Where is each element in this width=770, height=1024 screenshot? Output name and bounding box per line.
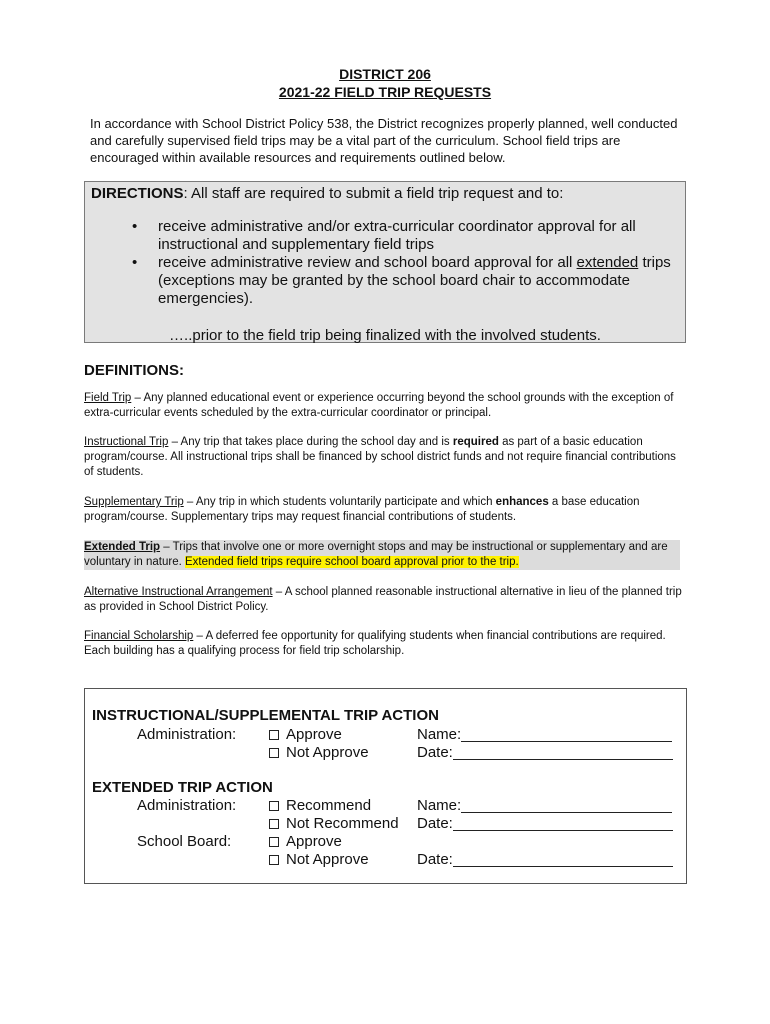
definition-text: – Any trip that takes place during the school day and is xyxy=(168,436,453,448)
date-field[interactable] xyxy=(417,744,673,762)
definition-text: – A deferred fee opportunity for qualifying students when financial contributions are required. Each building has a qualifying process for field trip scholarship. xyxy=(84,630,666,657)
definition-instructional-trip xyxy=(84,435,684,480)
definition-extended-trip xyxy=(84,540,680,570)
trip-action-box xyxy=(84,688,687,884)
approve-option[interactable] xyxy=(269,833,342,851)
definition-bold: required xyxy=(452,436,499,448)
option-label: Not Recommend xyxy=(286,815,399,832)
highlighted-requirement: Extended field trips require school board approval prior to the trip. xyxy=(185,556,519,568)
definition-text-end: a base education program/course. Supplementary trips may request financial contributions of students. xyxy=(84,496,640,523)
name-label: Name: xyxy=(417,726,462,743)
checkbox[interactable] xyxy=(269,801,279,811)
school-board-label: School Board: xyxy=(137,833,232,850)
name-line[interactable] xyxy=(461,798,672,813)
approve-option[interactable] xyxy=(269,726,342,744)
checkbox[interactable] xyxy=(269,855,279,865)
directions-label: DIRECTIONS xyxy=(91,185,184,202)
date-label: Date: xyxy=(417,851,453,868)
name-label: Name: xyxy=(417,797,462,814)
definition-text-end: as part of a basic education program/course. All instructional trips shall be financed by school district funds and not require financial contributions of students. xyxy=(84,436,676,478)
definition-alternative-arrangement xyxy=(84,585,684,615)
definition-term: Field Trip xyxy=(84,392,132,404)
directions-heading xyxy=(91,185,563,203)
directions-item-text: receive administrative and/or extra-curricular coordinator approval for all instructional and supplementary field trips xyxy=(158,218,636,253)
definition-bold: enhances xyxy=(495,496,549,508)
definitions-heading: DEFINITIONS: xyxy=(84,362,184,379)
directions-item xyxy=(85,254,680,308)
administration-label: Administration: xyxy=(137,797,237,814)
definition-term: Supplementary Trip xyxy=(84,496,184,508)
name-line[interactable] xyxy=(461,727,672,742)
definition-term: Alternative Instructional Arrangement xyxy=(84,586,273,598)
administration-label: Administration: xyxy=(137,726,237,743)
directions-item-text: receive administrative review and school board approval for all xyxy=(158,254,577,271)
extended-underlined: extended xyxy=(576,254,639,271)
definition-text: – A school planned reasonable instructional alternative in lieu of the planned trip as provided in School District Policy. xyxy=(84,586,682,613)
option-label: Not Approve xyxy=(286,744,369,761)
definition-term: Financial Scholarship xyxy=(84,630,194,642)
directions-item xyxy=(85,218,680,254)
directions-footnote: …..prior to the field trip being finalized with the involved students. xyxy=(169,327,601,344)
option-label: Approve xyxy=(286,833,342,850)
definition-term: Instructional Trip xyxy=(84,436,169,448)
directions-item-text-end: trips (exceptions may be granted by the school board chair to accommodate emergencies). xyxy=(158,254,671,307)
name-field[interactable] xyxy=(417,726,672,744)
document-subtitle: 2021-22 FIELD TRIP REQUESTS xyxy=(278,84,492,100)
directions-text: : All staff are required to submit a field trip request and to: xyxy=(183,185,564,202)
checkbox[interactable] xyxy=(269,730,279,740)
name-field[interactable] xyxy=(417,797,672,815)
not-recommend-option[interactable] xyxy=(269,815,399,833)
definition-supplementary-trip xyxy=(84,495,684,525)
option-label: Approve xyxy=(286,726,342,743)
instructional-action-heading: INSTRUCTIONAL/SUPPLEMENTAL TRIP ACTION xyxy=(92,707,439,724)
definition-term: Extended Trip xyxy=(84,541,161,553)
date-line[interactable] xyxy=(453,745,673,760)
intro-paragraph: In accordance with School District Policy 538, the District recognizes properly planned, well conducted and carefully supervised field trips may be a vital part of the curriculum. School field trips are encouraged within available resources and requirements outlined below. xyxy=(90,116,678,165)
checkbox[interactable] xyxy=(269,748,279,758)
directions-box xyxy=(84,181,686,343)
date-line[interactable] xyxy=(453,816,673,831)
recommend-option[interactable] xyxy=(269,797,371,815)
definition-text: – Trips that involve one or more overnight stops and may be instructional or supplementary and are voluntary in nature. xyxy=(84,541,668,568)
extended-action-heading: EXTENDED TRIP ACTION xyxy=(92,779,273,796)
definition-text: – Any trip in which students voluntarily participate and which xyxy=(183,496,496,508)
definition-field-trip xyxy=(84,391,684,421)
document-title: DISTRICT 206 xyxy=(339,66,431,82)
not-approve-option[interactable] xyxy=(269,744,369,762)
bullet-icon: • xyxy=(132,218,138,235)
date-label: Date: xyxy=(417,744,453,761)
date-field[interactable] xyxy=(417,815,673,833)
bullet-icon: • xyxy=(132,254,138,271)
checkbox[interactable] xyxy=(269,819,279,829)
option-label: Recommend xyxy=(286,797,372,814)
not-approve-option[interactable] xyxy=(269,851,369,869)
option-label: Not Approve xyxy=(286,851,369,868)
definition-financial-scholarship xyxy=(84,629,684,659)
date-label: Date: xyxy=(417,815,453,832)
date-field[interactable] xyxy=(417,851,673,869)
directions-list xyxy=(85,218,680,308)
definition-text: – Any planned educational event or experience occurring beyond the school grounds with the exception of extra-curricular events scheduled by the extra-curricular coordinator or principal. xyxy=(84,392,674,419)
date-line[interactable] xyxy=(453,852,673,867)
checkbox[interactable] xyxy=(269,837,279,847)
